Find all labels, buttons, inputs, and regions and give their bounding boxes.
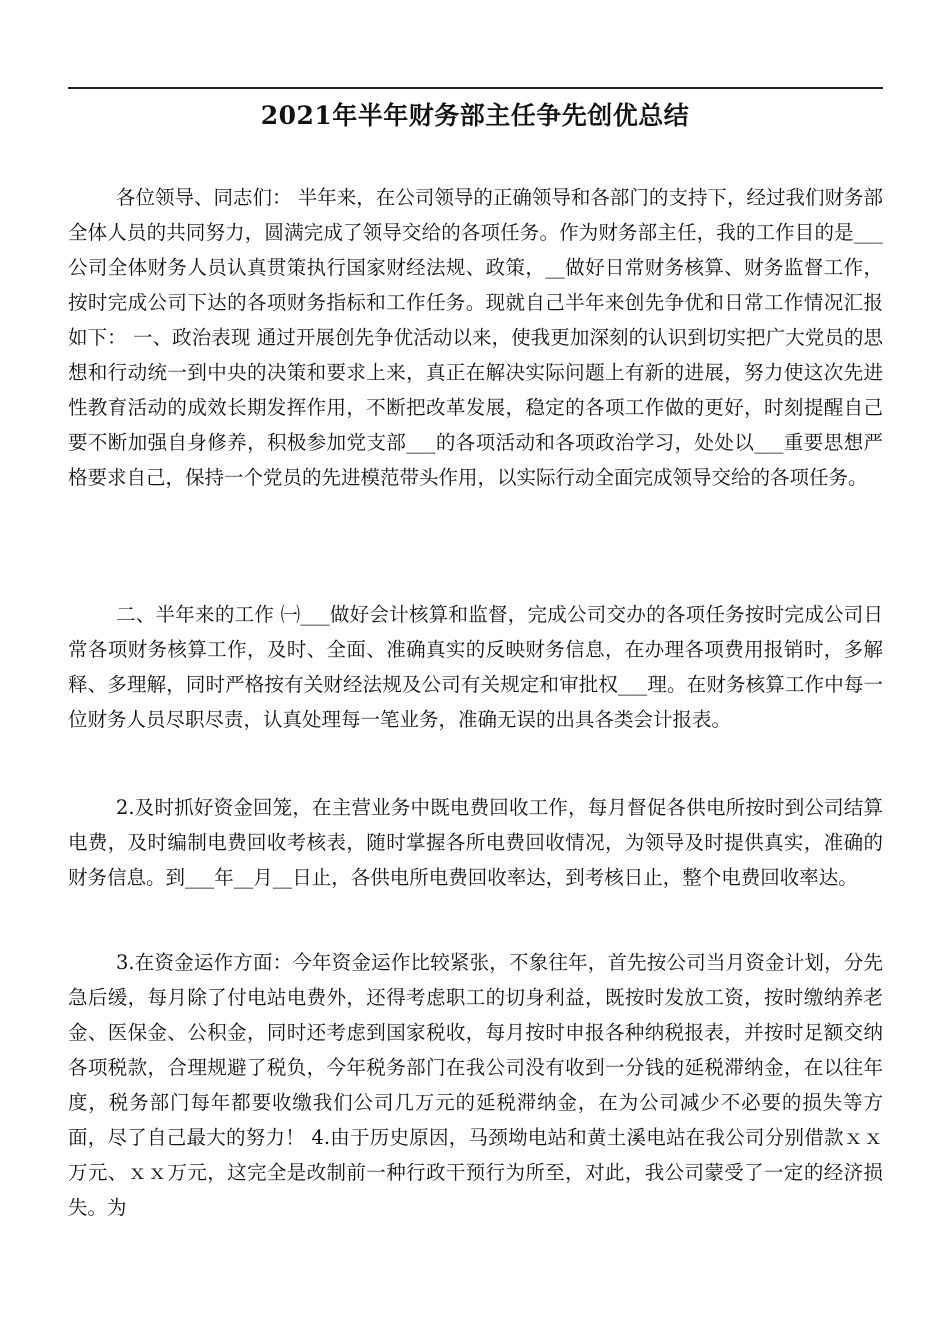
- header-rule: [68, 87, 883, 89]
- paragraph-fund-collection: 2.及时抓好资金回笼，在主营业务中既电费回收工作，每月督促各供电所按时到公司结算电费，及时编制电费回收考核表，随时掌握各所电费回收情况，为领导及时提供真实，准确的财务信息。到___年__月__日止，各供电所电费回收率达，到考核日止，整个电费回收率达。: [68, 796, 883, 889]
- paragraph-fund-operation: 3.在资金运作方面：今年资金运作比较紧张，不象往年，首先按公司当月资金计划，分先急后缓，每月除了付电站电费外，还得考虑职工的切身利益，既按时发放工资，按时缴纳养老金、医保金、公积金，同时还考虑到国家税收，每月按时申报各种纳税报表，并按时足额交纳各项税款，合理规避了税负，今年税务部门在我公司没有收到一分钱的延税滞纳金，在以往年度，税务部门每年都要收缴我们公司几万元的延税滞纳金，在为公司减少不必要的损失等方面，尽了自己最大的努力！ 4.由于历史原因，马颈坳电站和黄土溪电站在我公司分别借款ｘｘ万元、ｘｘ万元，这完全是改制前一种行政干预行为所至，对此，我公司蒙受了一定的经济损失。为: [68, 951, 883, 1219]
- paragraph-work-review: 二、半年来的工作 ㈠___做好会计核算和监督，完成公司交办的各项任务按时完成公司日常各项财务核算工作，及时、全面、准确真实的反映财务信息，在办理各项费用报销时，多解释、多理解，同时严格按有关财经法规及公司有关规定和审批权___理。在财务核算工作中每一位财务人员尽职尽责，认真处理每一笔业务，准确无误的出具各类会计报表。: [68, 603, 883, 731]
- paragraph-intro: 各位领导、同志们： 半年来，在公司领导的正确领导和各部门的支持下，经过我们财务部全体人员的共同努力，圆满完成了领导交给的各项任务。作为财务部主任，我的工作目的是___公司全体财务人员认真贯策执行国家财经法规、政策，__做好日常财务核算、财务监督工作，按时完成公司下达的各项财务指标和工作任务。现就自己半年来创先争优和日常工作情况汇报如下： 一、政治表现 通过开展创先争优活动以来，使我更加深刻的认识到切实把广大党员的思想和行动统一到中央的决策和要求上来，真正在解决实际问题上有新的进展，努力使这次先进性教育活动的成效长期发挥作用，不断把改革发展，稳定的各项工作做的更好，时刻提醒自己要不断加强自身修养，积极参加党支部___的各项活动和各项政治学习，处处以___重要思想严格要求自己，保持一个党员的先进模范带头作用，以实际行动全面完成领导交给的各项任务。: [68, 186, 883, 489]
- document-title: 2021年半年财务部主任争先创优总结: [260, 101, 690, 130]
